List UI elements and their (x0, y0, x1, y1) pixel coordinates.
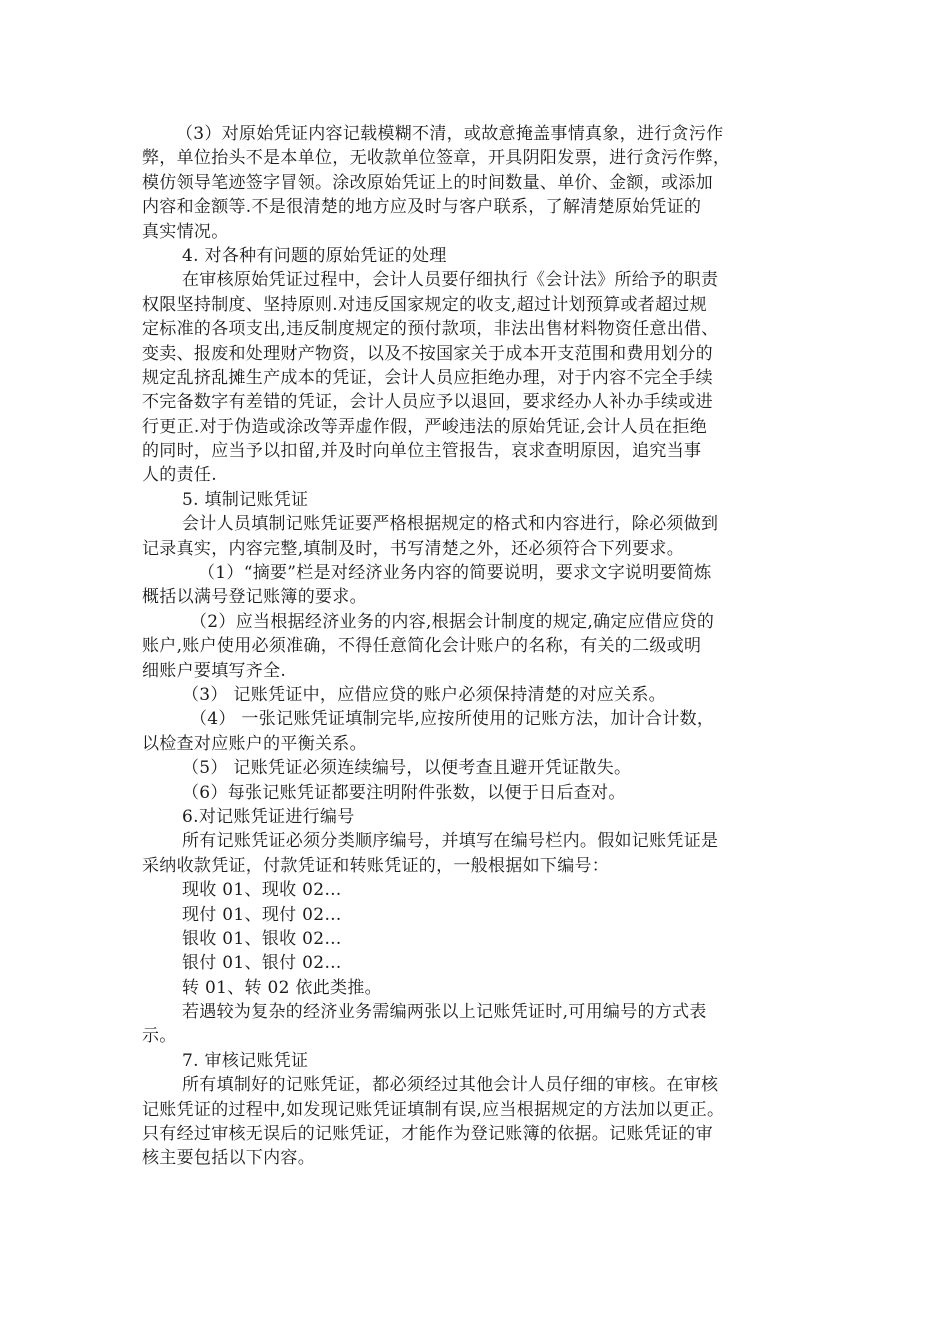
text-line: 细账户要填写齐全. (142, 660, 287, 681)
numbering-example: 转 01、转 02 依此类推。 (182, 977, 382, 998)
list-item: （5） 记账凭证必须连续编号，以便考查且避开凭证散失。 (182, 758, 632, 779)
text-line: 示。 (142, 1026, 177, 1047)
document-body (142, 122, 802, 1171)
text-line: 在审核原始凭证过程中，会计人员要仔细执行《会计法》所给予的职责 (182, 270, 719, 291)
section-heading: 5. 填制记账凭证 (182, 489, 309, 510)
section-heading: 7. 审核记账凭证 (182, 1050, 309, 1071)
text-line: 核主要包括以下内容。 (142, 1148, 315, 1169)
text-line: 所有填制好的记账凭证，都必须经过其他会计人员仔细的审核。在审核 (182, 1075, 719, 1096)
list-item: （3） 记账凭证中，应借应贷的账户必须保持清楚的对应关系。 (182, 684, 666, 705)
text-line: 模仿领导笔迹签字冒领。涂改原始凭证上的时间数量、单价、金额，或添加 (142, 172, 713, 193)
text-line: 只有经过审核无误后的记账凭证，才能作为登记账簿的依据。记账凭证的审 (142, 1124, 713, 1145)
section-heading: 6.对记账凭证进行编号 (182, 806, 355, 827)
text-line: 行更正.对于伪造或涂改等弄虚作假，严峻违法的原始凭证,会计人员在拒绝 (142, 416, 708, 437)
numbering-example: 银收 01、银收 02… (182, 928, 342, 949)
text-line: 记录真实，内容完整,填制及时，书写清楚之外，还必须符合下列要求。 (142, 538, 685, 559)
text-line: 内容和金额等.不是很清楚的地方应及时与客户联系，了解清楚原始凭证的 (142, 197, 702, 218)
text-line: 以检查对应账户的平衡关系。 (142, 733, 367, 754)
numbering-example: 现收 01、现收 02… (182, 880, 342, 901)
text-line: 所有记账凭证必须分类顺序编号，并填写在编号栏内。假如记账凭证是 (182, 831, 719, 852)
text-line: 变卖、报废和处理财产物资，以及不按国家关于成本开支范围和费用划分的 (142, 343, 713, 364)
text-line: （3）对原始凭证内容记载模糊不清，或故意掩盖事情真象，进行贪污作 (176, 124, 724, 144)
text-line: 弊，单位抬头不是本单位，无收款单位签章，开具阴阳发票，进行贪污作弊， (142, 148, 731, 169)
numbering-example: 银付 01、银付 02… (182, 953, 342, 974)
text-line: 定标准的各项支出,违反制度规定的预付款项，非法出售材料物资任意出借、 (142, 319, 719, 340)
list-item: （6）每张记账凭证都要注明附件张数，以便于日后查对。 (182, 782, 626, 803)
text-line: 人的责任. (142, 465, 217, 486)
text-line: 真实情况。 (142, 221, 229, 242)
numbering-example: 现付 01、现付 02… (182, 904, 342, 925)
text-line: 若遇较为复杂的经济业务需编两张以上记账凭证时,可用编号的方式表 (182, 1002, 707, 1023)
text-line: 采纳收款凭证，付款凭证和转账凭证的，一般根据如下编号： (142, 855, 610, 876)
list-item: （1）“摘要”栏是对经济业务内容的简要说明，要求文字说明要简炼 (198, 563, 712, 584)
text-line: 权限坚持制度、坚持原则.对违反国家规定的收支,超过计划预算或者超过规 (142, 294, 708, 315)
text-line: 的同时，应当予以扣留,并及时向单位主管报告，哀求查明原因，追究当事 (142, 441, 702, 462)
text-line: 不完备数字有差错的凭证，会计人员应予以退回，要求经办人补办手续或进 (142, 392, 713, 413)
text-line: 账户,账户使用必须准确，不得任意简化会计账户的名称，有关的二级或明 (142, 636, 702, 657)
text-line: 会计人员填制记账凭证要严格根据规定的格式和内容进行，除必须做到 (182, 514, 719, 535)
text-line: 记账凭证的过程中,如发现记账凭证填制有误,应当根据规定的方法加以更正。 (142, 1099, 725, 1120)
text-line: 规定乱挤乱摊生产成本的凭证，会计人员应拒绝办理，对于内容不完全手续 (142, 367, 713, 388)
section-heading: 4. 对各种有问题的原始凭证的处理 (182, 245, 447, 266)
list-item: （2）应当根据经济业务的内容,根据会计制度的规定,确定应借应贷的 (190, 611, 715, 632)
text-line: 概括以满号登记账簿的要求。 (142, 587, 367, 608)
list-item: （4） 一张记账凭证填制完毕,应按所使用的记账方法，加计合计数， (190, 709, 715, 730)
